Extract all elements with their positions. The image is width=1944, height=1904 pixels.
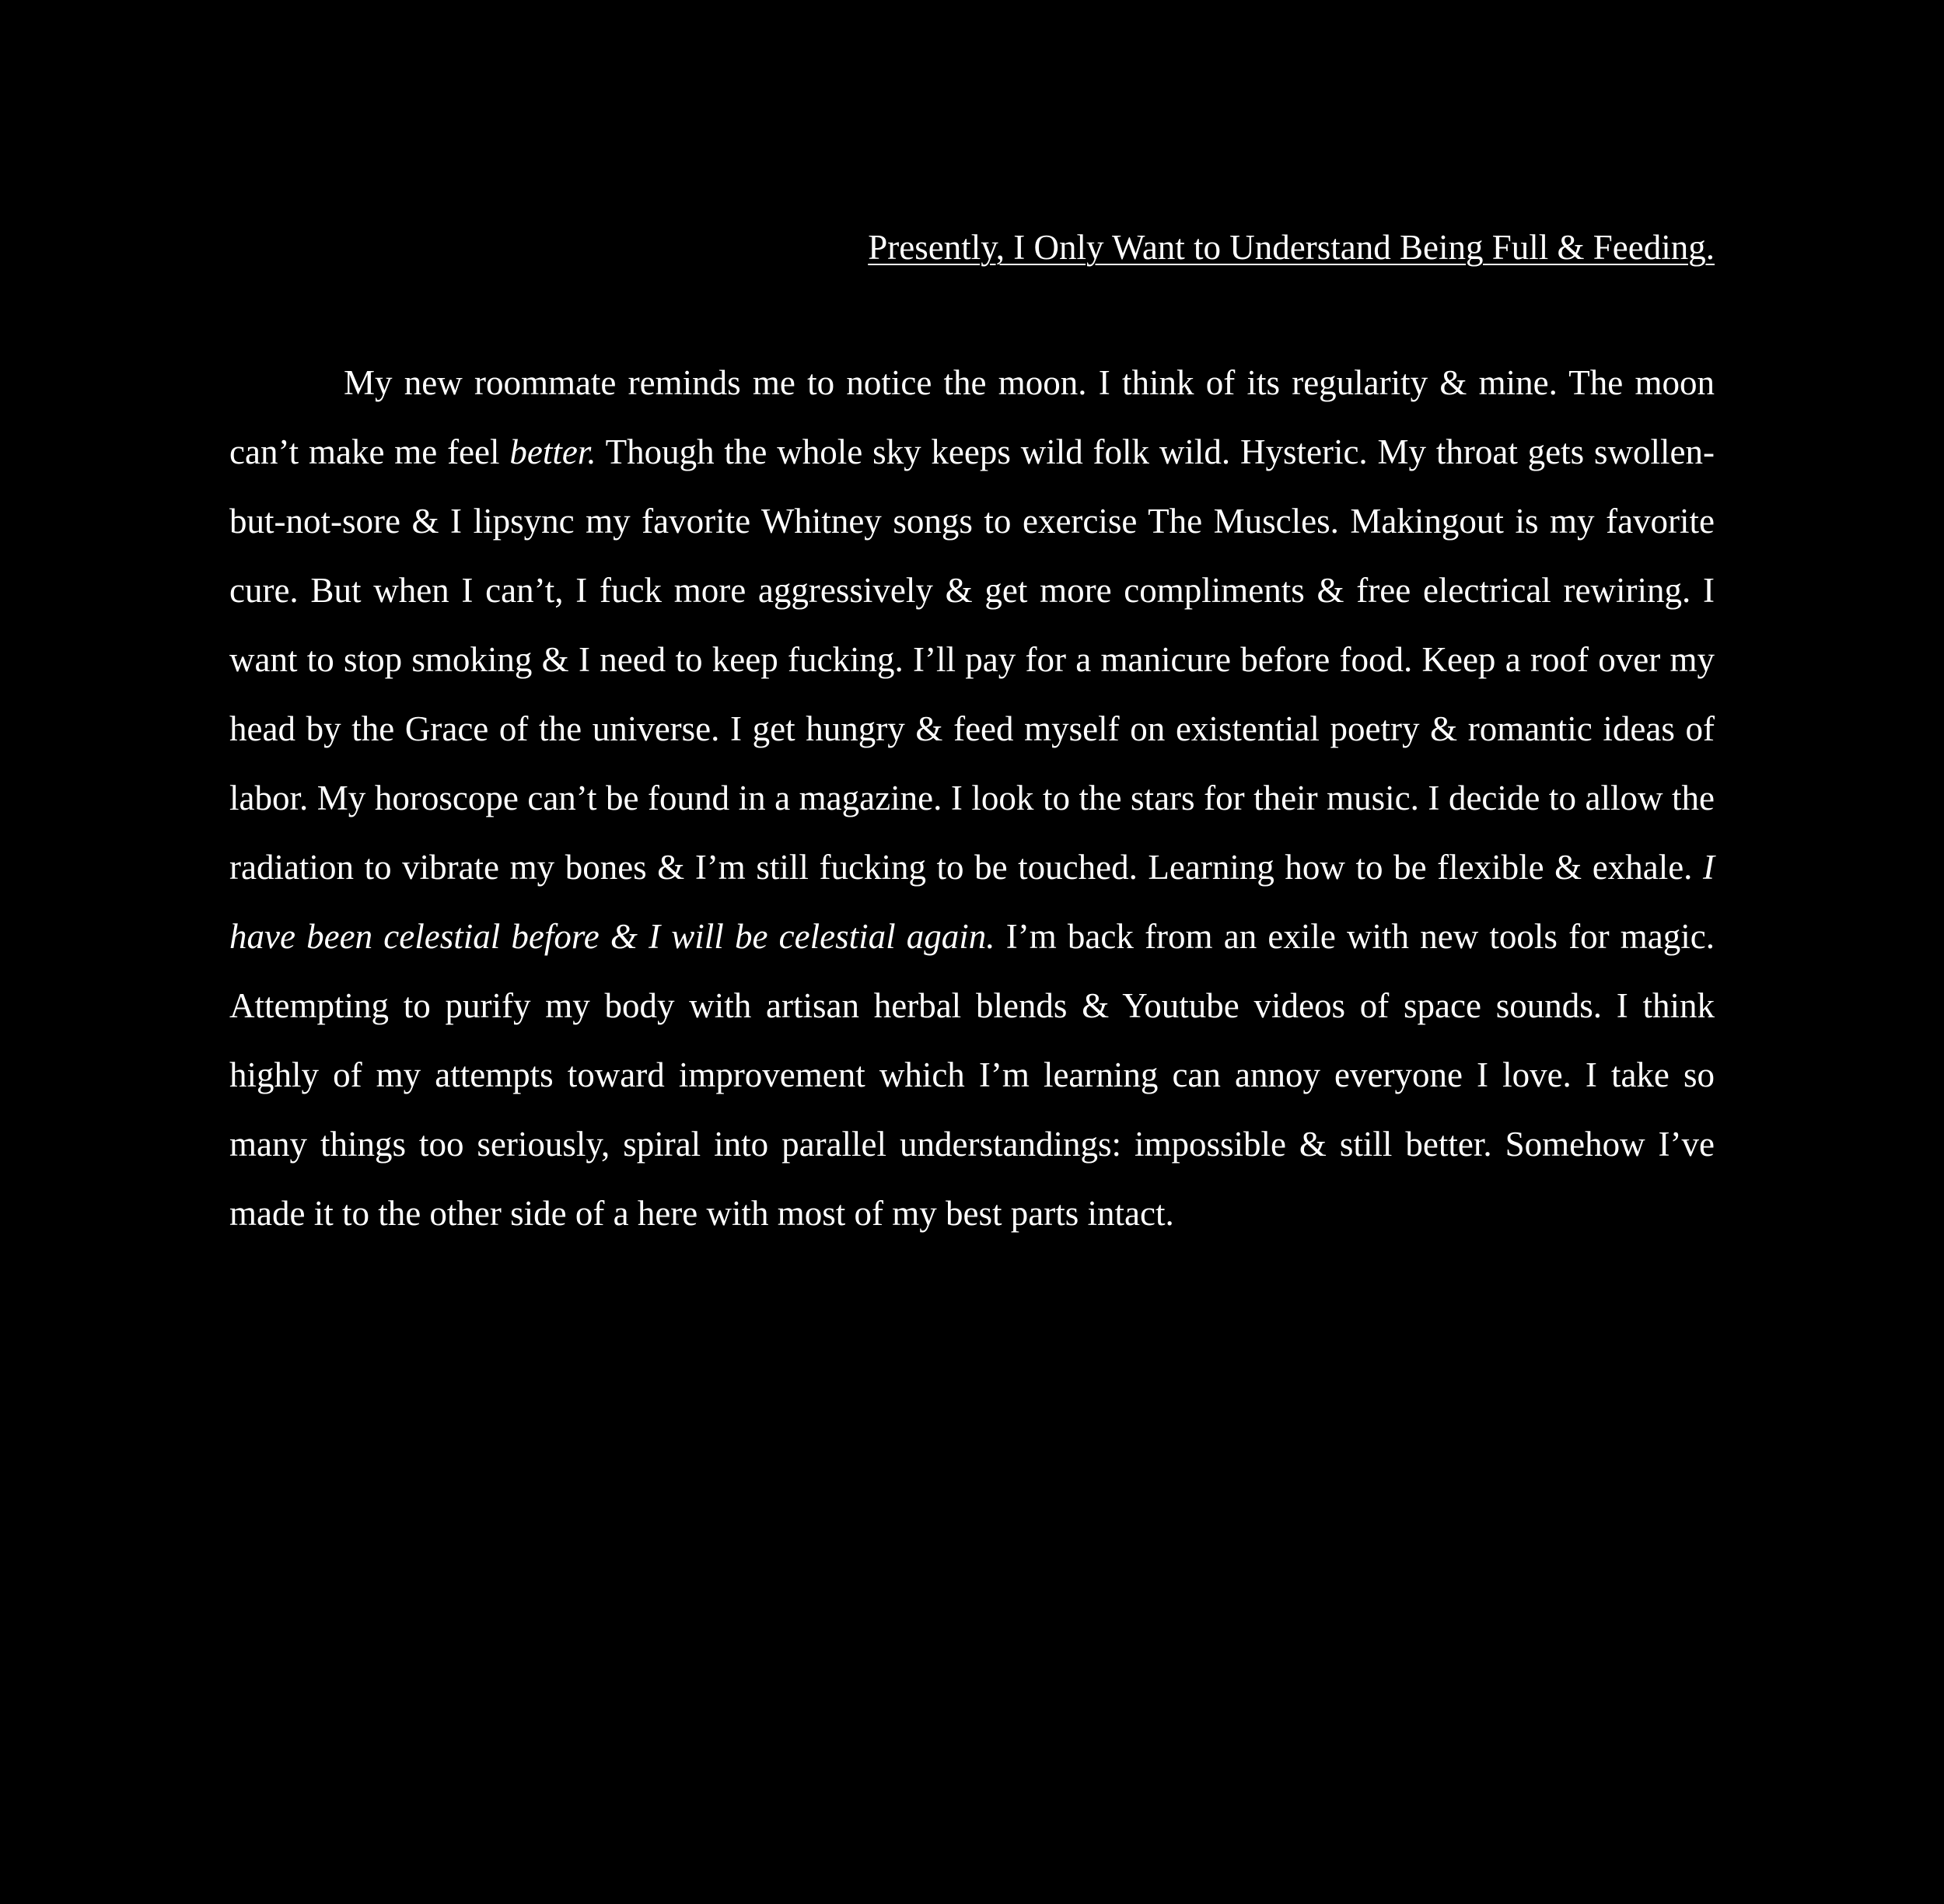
poem-title: Presently, I Only Want to Understand Being Full & Feeding. — [868, 228, 1715, 267]
body-segment-4-italic: I have been celestial before & I will be celestial again. — [229, 848, 1715, 956]
body-segment-2-italic: better. — [509, 432, 596, 471]
body-segment-1: My new roommate reminds me to notice the moon. I think of its regularity & mine. The moon can’t make me feel — [229, 363, 1715, 471]
poem-body — [229, 348, 1715, 1248]
body-segment-3: Though the whole sky keeps wild folk wild. Hysteric. My throat gets swollen-but-not-sore & I lipsync my favorite Whitney songs to exercise The Muscles. Makingout is my favorite cure. But when I can’t, I fuck more aggressively & get more compliments & free electrical rewiring. I want to stop smoking & I need to keep fucking. I’ll pay for a manicure before food. Keep a roof over my head by the Grace of the universe. I get hungry & feed myself on existential poetry & romantic ideas of labor. My horoscope can’t be found in a magazine. I look to the stars for their music. I decide to allow the radiation to vibrate my bones & I’m still fucking to be touched. Learning how to be flexible & exhale. — [229, 432, 1715, 887]
body-segment-5: I’m back from an exile with new tools for magic. Attempting to purify my body with artisan herbal blends & Youtube videos of space sounds. I think highly of my attempts toward improvement which I’m learning can annoy everyone I love. I take so many things too seriously, spiral into parallel understandings: impossible & still better. Somehow I’ve made it to the other side of a here with most of my best parts intact. — [229, 917, 1715, 1233]
